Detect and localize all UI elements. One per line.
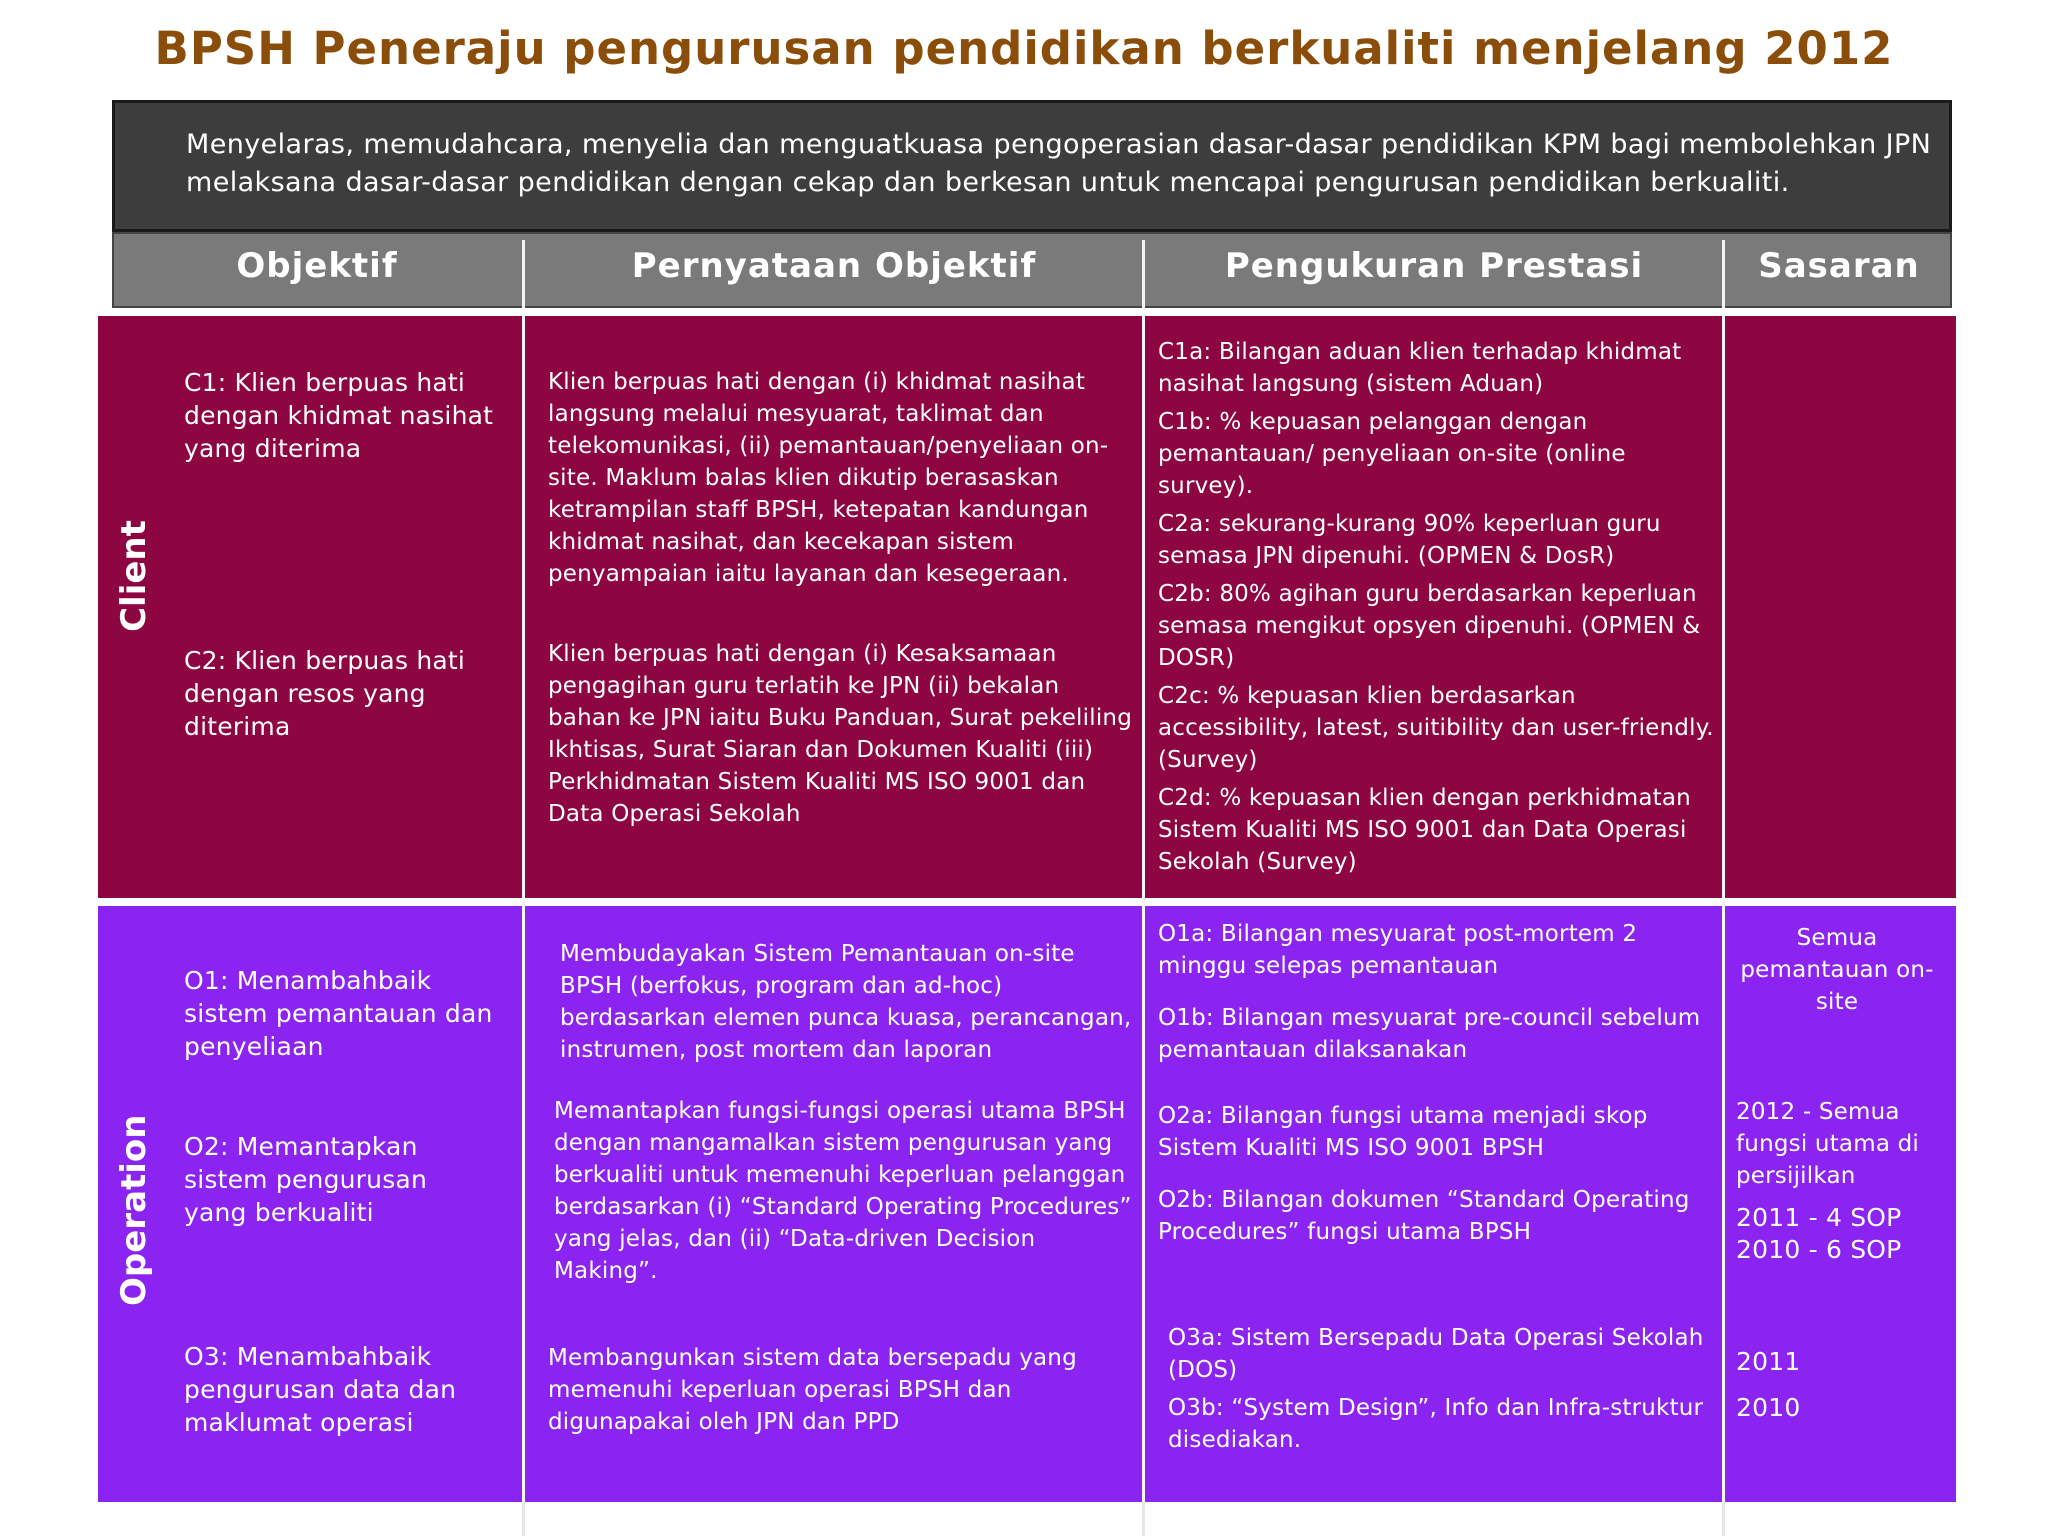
measures-o3 [1168, 1322, 1718, 1462]
target-2011: 2011 [1736, 1347, 1801, 1376]
measure-c2d: C2d: % kepuasan klien dengan perkhidmatan Sistem Kualiti MS ISO 9001 dan Data Operasi Sekolah (Survey) [1158, 785, 1691, 875]
column-divider [1142, 316, 1145, 1504]
measures-o1 [1158, 918, 1718, 1072]
statement-o3: Membangunkan sistem data bersepadu yang memenuhi keperluan operasi BPSH dan digunapakai oleh JPN dan PPD [548, 1345, 1077, 1435]
measure-o1b: O1b: Bilangan mesyuarat pre-council sebelum pemantauan dilaksanakan [1158, 1005, 1701, 1063]
target-2010: 2010 [1736, 1393, 1801, 1422]
objective-o2: O2: Memantapkan sistem pengurusan yang berkualiti [184, 1132, 427, 1227]
measures-client [1158, 336, 1718, 884]
target-2011-sop: 2011 - 4 SOP [1736, 1203, 1902, 1232]
statement-c1: Klien berpuas hati dengan (i) khidmat nasihat langsung melalui mesyuarat, taklimat dan telekomunikasi, (ii) pemantauan/penyeliaan on-site. Maklum balas klien dikutip berasaskan ketrampilan staff BPSH, ketepatan kandungan khidmat nasihat, dan kecekapan sistem penyampaian iaitu layanan dan kesegeraan. [548, 369, 1109, 587]
target-2010-sop: 2010 - 6 SOP [1736, 1235, 1902, 1264]
statement-o2: Memantapkan fungsi-fungsi operasi utama BPSH dengan mangamalkan sistem pengurusan yang berkualiti untuk memenuhi keperluan pelanggan berdasarkan (i) “Standard Operating Procedures” yang jelas, dan (ii) “Data-driven Decision Making”. [554, 1098, 1132, 1284]
objective-c1: C1: Klien berpuas hati dengan khidmat nasihat yang diterima [184, 368, 494, 463]
column-divider [522, 1502, 525, 1536]
measure-c2b: C2b: 80% agihan guru berdasarkan keperluan semasa mengikut opsyen dipenuhi. (OPMEN & DOSR) [1158, 581, 1701, 671]
measure-o3a: O3a: Sistem Bersepadu Data Operasi Sekolah (DOS) [1168, 1325, 1704, 1383]
column-divider [1722, 1502, 1725, 1536]
statement-o1: Membudayakan Sistem Pemantauan on-site BPSH (berfokus, program dan ad-hoc) berdasarkan elemen punca kuasa, perancangan, instrumen, post mortem dan laporan [560, 941, 1132, 1063]
measure-o3b: O3b: “System Design”, Info dan Infra-struktur disediakan. [1168, 1395, 1704, 1453]
column-divider [522, 316, 525, 1504]
header-objektif: Objektif [236, 246, 398, 286]
header-divider [522, 240, 525, 308]
mission-statement: Menyelaras, memudahcara, menyelia dan menguatkuasa pengoperasian dasar-dasar pendidikan KPM bagi membolehkan JPN melaksana dasar-dasar pendidikan dengan cekap dan berkesan untuk mencapai pengurusan pendidikan berkualiti. [186, 129, 1932, 198]
target-o1: Semua pemantauan on-site [1740, 925, 1934, 1015]
objective-o1: O1: Menambahbaik sistem pemantauan dan penyeliaan [184, 966, 493, 1061]
target-o2: 2012 - Semua fungsi utama di persijilkan [1736, 1099, 1920, 1189]
objective-c2: C2: Klien berpuas hati dengan resos yang diterima [184, 646, 466, 741]
operation-section-label: Operation [114, 1114, 154, 1306]
measure-c1a: C1a: Bilangan aduan klien terhadap khidmat nasihat langsung (sistem Aduan) [1158, 339, 1682, 397]
client-section-label: Client [114, 520, 154, 632]
page-title: BPSH Peneraju pengurusan pendidikan berkualiti menjelang 2012 [154, 22, 1894, 75]
measure-o2b: O2b: Bilangan dokumen “Standard Operating Procedures” fungsi utama BPSH [1158, 1187, 1690, 1245]
measure-c1b: C1b: % kepuasan pelanggan dengan pemantauan/ penyeliaan on-site (online survey). [1158, 409, 1626, 499]
measure-o2a: O2a: Bilangan fungsi utama menjadi skop Sistem Kualiti MS ISO 9001 BPSH [1158, 1103, 1648, 1161]
measures-o2 [1158, 1100, 1718, 1254]
measure-c2a: C2a: sekurang-kurang 90% keperluan guru semasa JPN dipenuhi. (OPMEN & DosR) [1158, 511, 1661, 569]
measure-o1a: O1a: Bilangan mesyuarat post-mortem 2 minggu selepas pemantauan [1158, 921, 1638, 979]
header-divider [1142, 240, 1145, 308]
measure-c2c: C2c: % kepuasan klien berdasarkan accessibility, latest, suitibility dan user-friendly. (Survey) [1158, 683, 1714, 773]
header-divider [1722, 240, 1725, 308]
header-pernyataan-objektif: Pernyataan Objektif [631, 246, 1037, 286]
statement-c2: Klien berpuas hati dengan (i) Kesaksamaan pengagihan guru terlatih ke JPN (ii) bekalan bahan ke JPN iaitu Buku Panduan, Surat pekeliling Ikhtisas, Surat Siaran dan Dokumen Kualiti (iii) Perkhidmatan Sistem Kualiti MS ISO 9001 dan Data Operasi Sekolah [548, 641, 1132, 827]
header-pengukuran-prestasi: Pengukuran Prestasi [1224, 246, 1644, 286]
header-sasaran: Sasaran [1758, 246, 1920, 286]
column-divider [1722, 316, 1725, 1504]
objective-o3: O3: Menambahbaik pengurusan data dan maklumat operasi [184, 1342, 457, 1437]
column-divider [1142, 1502, 1145, 1536]
